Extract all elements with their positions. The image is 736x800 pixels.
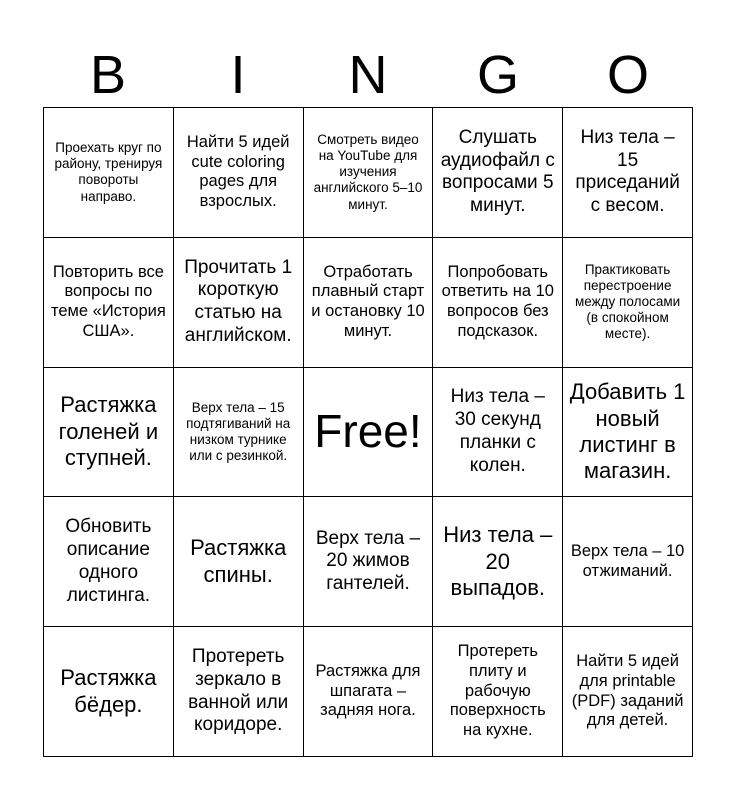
bingo-cell[interactable] <box>174 497 304 627</box>
cell-text: Верх тела – 20 жимов гантелей. <box>315 527 421 595</box>
bingo-card-grid <box>43 107 693 757</box>
cell-text: Найти 5 идей cute coloring pages для взрослых. <box>186 132 290 211</box>
cell-text: Повторить все вопросы по теме «История США». <box>50 262 166 340</box>
bingo-cell[interactable] <box>44 238 174 368</box>
bingo-cell[interactable] <box>563 497 693 627</box>
free-space-text: Free! <box>314 405 422 458</box>
bingo-cell[interactable] <box>304 627 434 757</box>
bingo-cell[interactable] <box>44 627 174 757</box>
cell-text: Растяжка голеней и ступней. <box>58 392 159 471</box>
cell-text: Добавить 1 новый листинг в магазин. <box>569 379 686 484</box>
bingo-cell[interactable] <box>563 627 693 757</box>
bingo-cell[interactable] <box>433 497 563 627</box>
cell-text: Низ тела – 20 выпадов. <box>443 522 553 600</box>
cell-text: Прочитать 1 короткую статью на английском. <box>184 256 293 346</box>
bingo-cell[interactable] <box>174 108 304 238</box>
cell-text: Растяжка для шпагата – задняя нога. <box>315 661 421 720</box>
bingo-cell[interactable] <box>563 108 693 238</box>
header-letter-o: O <box>606 45 649 105</box>
header-letter-b: B <box>89 45 127 105</box>
bingo-cell[interactable] <box>433 627 563 757</box>
bingo-cell[interactable] <box>304 108 434 238</box>
cell-text: Отработать плавный старт и остановку 10 минут. <box>311 262 425 340</box>
cell-text: Обновить описание одного листинга. <box>65 516 152 606</box>
bingo-cell[interactable] <box>433 108 563 238</box>
bingo-cell[interactable] <box>433 238 563 368</box>
bingo-cell[interactable] <box>174 627 304 757</box>
bingo-cell[interactable] <box>433 368 563 498</box>
cell-text: Попробовать ответить на 10 вопросов без подсказок. <box>441 262 554 340</box>
cell-text: Практиковать перестроение между полосами (в спокойном месте). <box>575 261 681 342</box>
bingo-cell[interactable] <box>174 238 304 368</box>
cell-text: Низ тела – 30 секунд планки с колен. <box>450 386 545 476</box>
bingo-cell[interactable] <box>174 368 304 498</box>
cell-text: Смотреть видео на YouTube для изучения английского 5–10 минут. <box>313 131 423 212</box>
bingo-cell[interactable] <box>563 368 693 498</box>
cell-text: Верх тела – 10 отжиманий. <box>570 541 685 580</box>
free-space-cell[interactable] <box>304 368 434 498</box>
header-letter-g: G <box>476 45 519 105</box>
cell-text: Проехать круг по району, тренируя повороты направо. <box>54 140 163 204</box>
cell-text: Протереть зеркало в ванной или коридоре. <box>188 646 289 736</box>
bingo-header <box>43 42 693 108</box>
cell-text: Растяжка спины. <box>190 535 287 587</box>
cell-text: Протереть плиту и рабочую поверхность на кухне. <box>449 642 546 740</box>
bingo-cell[interactable] <box>44 108 174 238</box>
cell-text: Слушать аудиофайл с вопросами 5 минут. <box>440 126 555 217</box>
header-letter-n: N <box>348 45 388 105</box>
bingo-cell[interactable] <box>304 497 434 627</box>
cell-text: Растяжка бёдер. <box>60 665 157 717</box>
header-letter-i: I <box>230 45 246 105</box>
bingo-cell[interactable] <box>304 238 434 368</box>
bingo-cell[interactable] <box>44 368 174 498</box>
cell-text: Найти 5 идей для printable (PDF) заданий для детей. <box>571 652 684 730</box>
bingo-cell[interactable] <box>44 497 174 627</box>
cell-text: Низ тела – 15 приседаний с весом. <box>575 126 680 217</box>
cell-text: Верх тела – 15 подтягиваний на низком турнике или с резинкой. <box>186 399 291 464</box>
bingo-cell[interactable] <box>563 238 693 368</box>
